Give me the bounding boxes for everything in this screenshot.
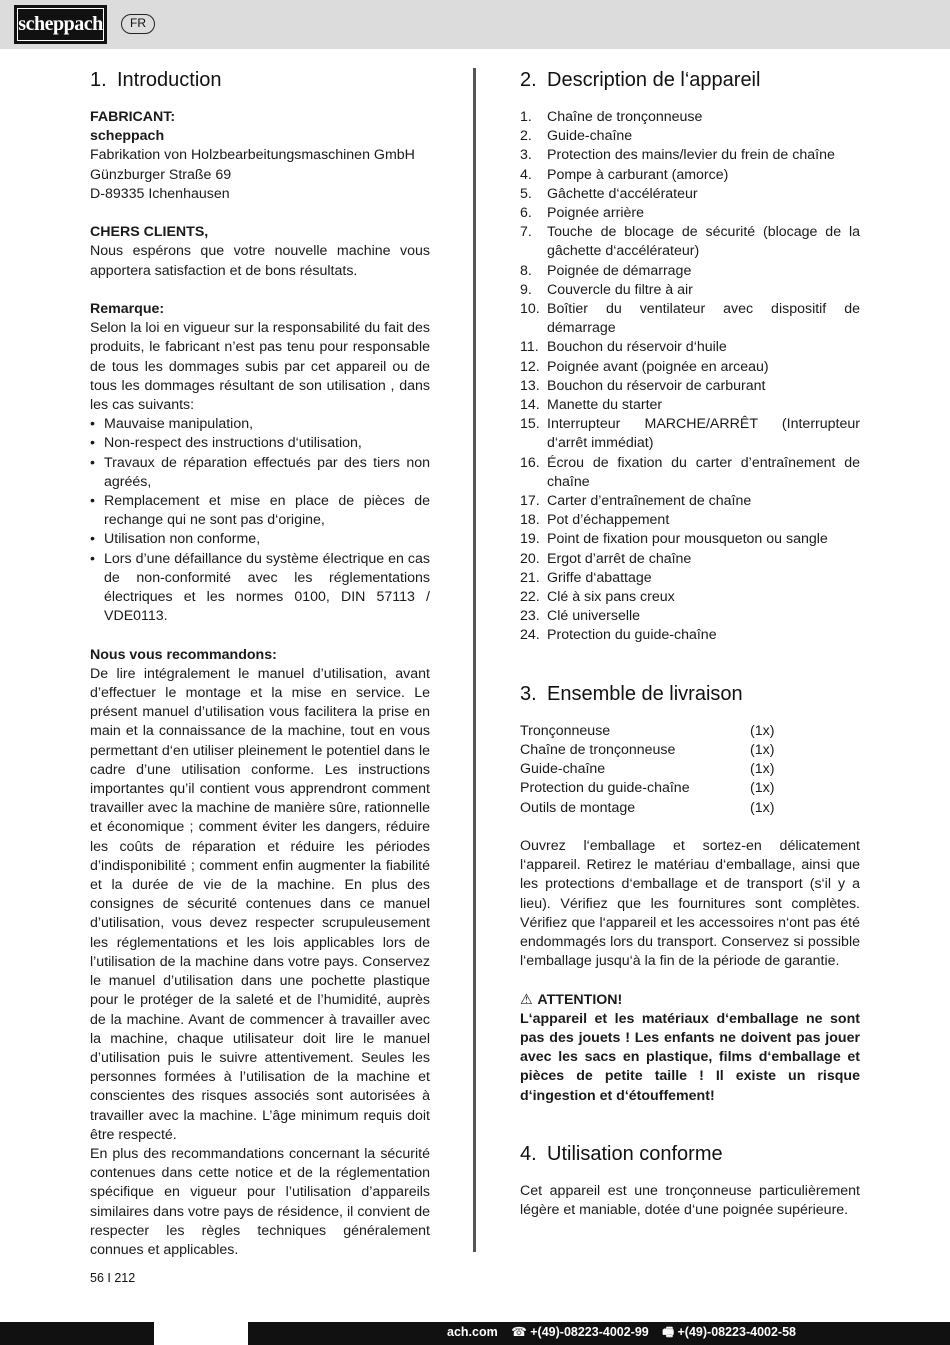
list-item: 9. Couvercle du filtre à air xyxy=(520,281,693,298)
remark-label: Remarque: xyxy=(90,301,165,317)
list-item: 6. Poignée arrière xyxy=(520,205,645,222)
parts-list xyxy=(520,108,860,646)
manufacturer-line: Günzburger Straße 69 xyxy=(90,166,232,183)
list-item: 14. Manette du starter xyxy=(520,397,663,414)
table-row: Chaîne de tronçonneuse (1x) xyxy=(520,741,775,758)
list-item: 2. Guide-chaîne xyxy=(520,128,633,145)
list-item: • Mauvaise manipulation, xyxy=(90,415,430,434)
table-row: Guide-chaîne (1x) xyxy=(520,761,775,778)
list-item: 18. Pot d’échappement xyxy=(520,512,670,529)
unpack-text: Ouvrez l‘emballage et sortez-en délicatement l‘appareil. Retirez le matériau d‘emballage, ainsi que les protections d‘emballage et de transport (s‘il y a lieu). Vérifiez que les fournitures sont complètes. Vérifiez que l‘appareil et les accessoires n‘ont pas été endommagés lors du transport. Conservez si possible l‘emballage jusqu‘à la fin de la période de garantie. xyxy=(520,837,860,970)
table-row: Outils de montage (1x) xyxy=(520,799,775,816)
manufacturer-label: FABRICANT: xyxy=(90,109,176,125)
delivery-table xyxy=(520,722,774,818)
phone-number: ☎ +(49)-08223-4002-99 xyxy=(511,1325,649,1339)
list-item: 7. Touche de blocage de sécurité (blocage de la gâchette d‘accélérateur) xyxy=(520,224,860,260)
footer-contact xyxy=(437,1322,796,1345)
clients-label: CHERS CLIENTS, xyxy=(90,224,209,241)
list-item: 10. Boîtier du ventilateur avec dispositif de démarrage xyxy=(520,301,860,337)
list-item: • Lors d’une défaillance du système électrique en cas de non-conformité avec les réglementations électriques et les normes 0100, DIN 57113 / VDE0113. xyxy=(90,550,430,627)
list-item: 15. Interrupteur MARCHE/ARRÊT (Interrupteur d‘arrêt immédiat) xyxy=(520,416,860,452)
recommend-text: De lire intégralement le manuel d’utilisation, avant d’effectuer le montage et la mise en service. Le présent manuel d’utilisation vous facilitera la prise en main et la connaissance de la machine, tout en vous permettant d‘en utiliser pleinement le potentiel dans le cadre d’une utilisation conforme. Les instructions importantes qu’il contient vous apprendront comment travailler avec la machine de manière sûre, rationnelle et économique ; comment éviter les dangers, réduire les coûts de réparation et réduire les périodes d’indisponibilité ; comment enfin augmenter la fiabilité et la durée de vie de la machine. En plus des consignes de sécurité contenues dans ce manuel d’utilisation, vous devez respecter scrupuleusement les réglementations et les lois applicables lors de l’utilisation de la machine dans votre pays. Conservez le manuel d’utilisation dans une pochette plastique pour le protéger de la saleté et de l’humidité, auprès de la machine. Avant de commencer à travailler avec la machine, chaque utilisateur doit lire le manuel d’utilisation puis le suivre attentivement. Seules les personnes formées à l’utilisation de la machine et conscientes des risques associés sont autorisées à travailler avec la machine. L’âge minimum requis doit être respecté. xyxy=(90,665,430,1143)
footer-bar xyxy=(0,1322,950,1345)
section-4-heading: 4. Utilisation conforme xyxy=(520,1142,723,1165)
section-1-heading: 1. Introduction xyxy=(90,69,222,91)
remark-text: Selon la loi en vigueur sur la responsabilité du fait des produits, le fabricant n’est pas tenu pour responsable de tous les dommages subis par cet appareil ou de tous les dommages résultant de son utilisation , dans les cas suivants: xyxy=(90,320,430,414)
usage-text: Cet appareil est une tronçonneuse particulièrement légère et maniable, dotée d‘une poignée supérieure. xyxy=(520,1182,860,1218)
list-item: 22. Clé à six pans creux xyxy=(520,589,675,606)
list-item: 17. Carter d’entraînement de chaîne xyxy=(520,493,752,510)
list-item: 16. Écrou de fixation du carter d’entraînement de chaîne xyxy=(520,454,860,490)
section-2-heading: 2. Description de l‘appareil xyxy=(520,69,761,91)
attention-label: ⚠ ATTENTION! xyxy=(520,991,860,1010)
attention-text: L‘appareil et les matériaux d‘emballage ne sont pas des jouets ! Les enfants ne doivent pas jouer avec les sacs en plastique, films d‘emballage et pièces de petite taille ! Il existe un risque d‘ingestion et d‘étouffement! xyxy=(520,1010,860,1104)
brand-logo: scheppach xyxy=(14,5,107,44)
page-number: 56 I 212 xyxy=(90,1271,136,1285)
list-item: 12. Poignée avant (poignée en arceau) xyxy=(520,358,769,375)
list-item: 8. Poignée de démarrage xyxy=(520,262,692,279)
website-link[interactable]: ach.com xyxy=(447,1325,498,1339)
clients-text: Nous espérons que votre nouvelle machine vous apportera satisfaction et de bons résultats. xyxy=(90,243,430,279)
table-row: Tronçonneuse (1x) xyxy=(520,722,775,739)
remark-bullet-list xyxy=(90,415,430,626)
list-item: 19. Point de fixation pour mousqueton ou sangle xyxy=(520,531,828,548)
list-item: 5. Gâchette d‘accélérateur xyxy=(520,185,698,202)
list-item: • Remplacement et mise en place de pièces de rechange qui ne sont pas d‘origine, xyxy=(90,492,430,530)
manufacturer-line: D-89335 Ichenhausen xyxy=(90,185,230,202)
list-item: 20. Ergot d’arrêt de chaîne xyxy=(520,550,692,567)
list-item: 21. Griffe d‘abattage xyxy=(520,569,652,586)
table-row: Protection du guide-chaîne (1x) xyxy=(520,780,775,797)
list-item: 23. Clé universelle xyxy=(520,608,641,625)
header-bar xyxy=(0,0,950,49)
recommend-text-2: En plus des recommandations concernant la sécurité contenues dans cette notice et de la réglementation spécifique en vigueur pour l’utilisation d’appareils similaires dans votre pays de résidence, il convient de respecter les règles techniques généralement connues et applicables. xyxy=(90,1145,430,1258)
left-column xyxy=(90,66,430,1260)
manufacturer-line: Fabrikation von Holzbearbeitungsmaschinen GmbH xyxy=(90,147,415,164)
right-column xyxy=(520,66,860,1220)
list-item: 1. Chaîne de tronçonneuse xyxy=(520,109,703,125)
list-item: 13. Bouchon du réservoir de carburant xyxy=(520,377,766,394)
list-item: 11. Bouchon du réservoir d‘huile xyxy=(520,339,727,356)
list-item: 4. Pompe à carburant (amorce) xyxy=(520,166,729,183)
fax-number: 🖷 +(49)-08223-4002-58 xyxy=(662,1325,796,1339)
section-3-heading: 3. Ensemble de livraison xyxy=(520,682,743,705)
language-badge: FR xyxy=(121,14,155,34)
manufacturer-name: scheppach xyxy=(90,128,165,145)
column-divider xyxy=(473,68,476,1252)
list-item: 24. Protection du guide-chaîne xyxy=(520,627,717,644)
list-item: • Travaux de réparation effectués par des tiers non agréés, xyxy=(90,454,430,492)
list-item: • Utilisation non conforme, xyxy=(90,530,430,549)
list-item: 3. Protection des mains/levier du frein de chaîne xyxy=(520,147,835,164)
warning-icon: ⚠ xyxy=(520,991,533,1008)
list-item: • Non-respect des instructions d‘utilisation, xyxy=(90,434,430,453)
recommend-label: Nous vous recommandons: xyxy=(90,646,277,663)
